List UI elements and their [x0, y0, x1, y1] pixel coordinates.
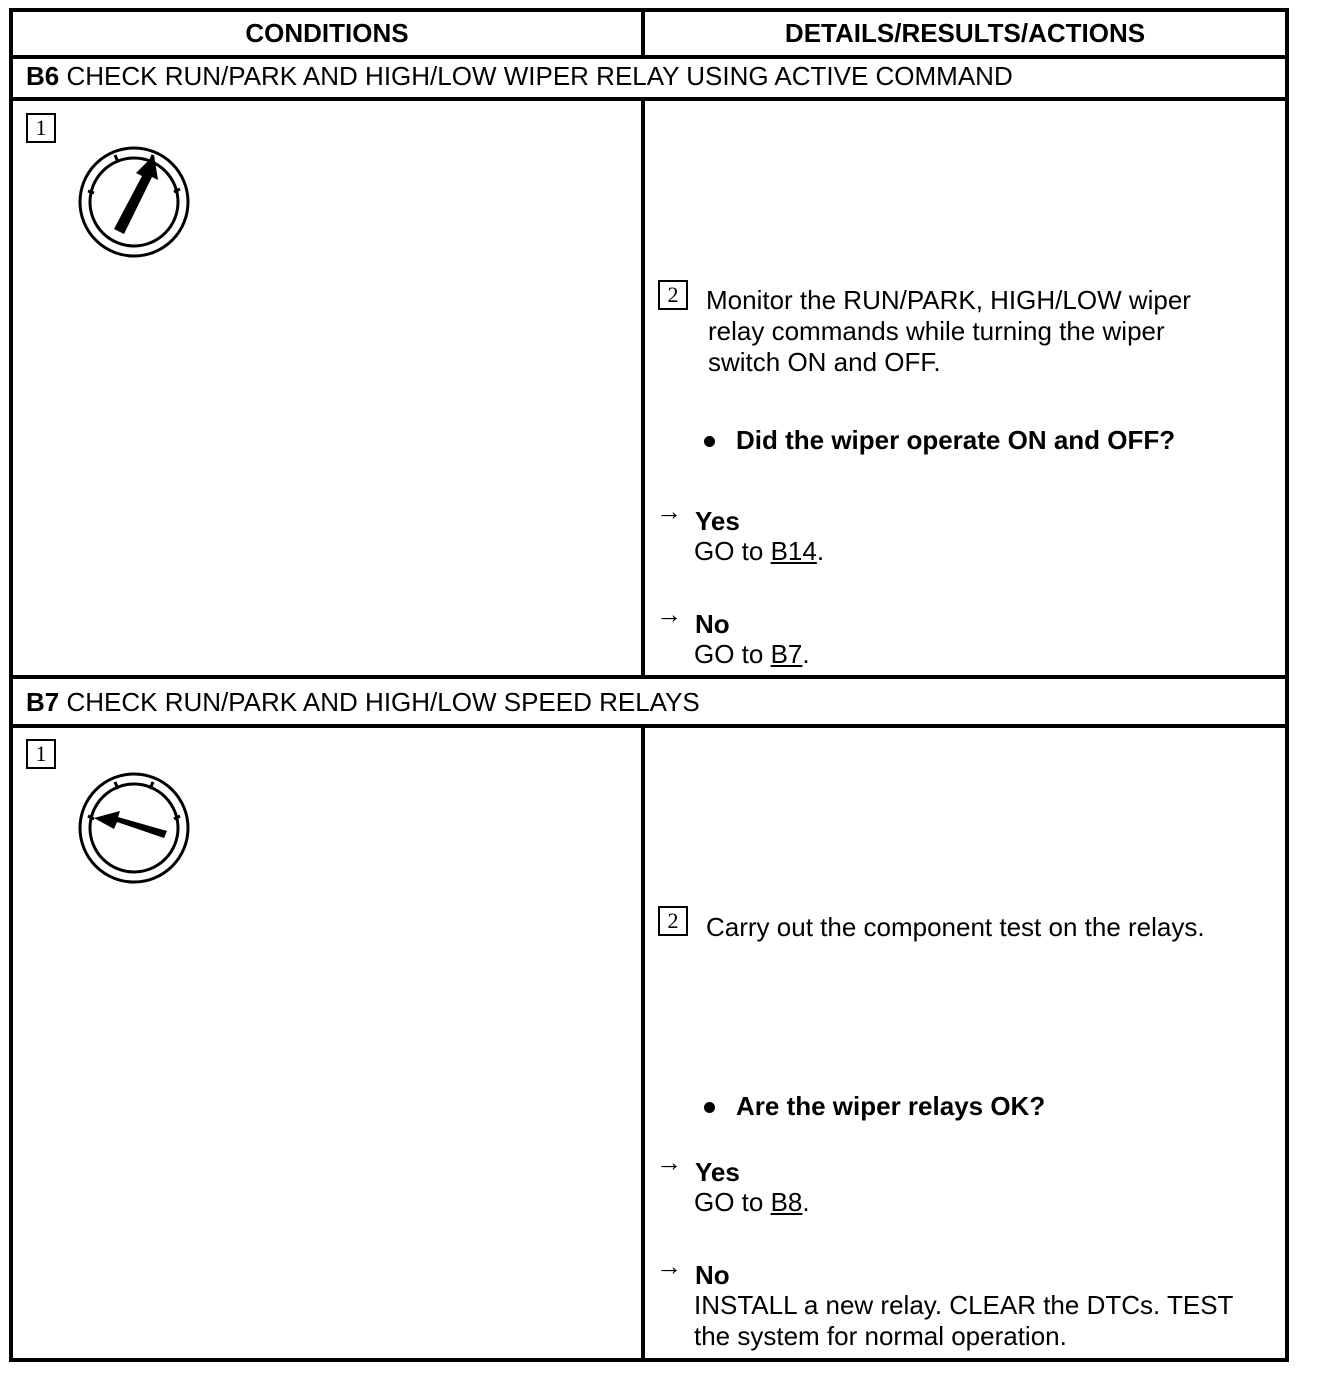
b6-question-bullet	[704, 436, 715, 447]
header-details: DETAILS/RESULTS/ACTIONS	[784, 18, 1146, 48]
b6-no-go: GO to	[694, 639, 764, 669]
header-conditions: CONDITIONS	[245, 18, 409, 48]
b6-question: Did the wiper operate ON and OFF?	[736, 425, 1176, 455]
b6-no-arrow-icon: →	[656, 599, 682, 629]
b6-section-title	[26, 61, 1013, 92]
b6-step2-line3: switch ON and OFF.	[708, 347, 941, 377]
b6-step2-line1: Monitor the RUN/PARK, HIGH/LOW wiper	[706, 285, 1191, 315]
b6-bottom-divider	[9, 675, 1289, 679]
b6-yes-label: Yes	[695, 506, 740, 536]
b7-yes-arrow-icon: →	[656, 1147, 682, 1177]
b7-yes-action	[694, 1187, 810, 1218]
b7-section-title	[26, 687, 700, 718]
b6-yes-arrow-icon: →	[656, 496, 682, 526]
b6-no-action	[694, 639, 810, 670]
b7-step2-box: 2	[658, 906, 688, 936]
b6-step2-box: 2	[658, 280, 688, 310]
b6-code: B6	[26, 61, 60, 91]
b6-yes-action	[694, 536, 824, 567]
b6-no-period: .	[802, 639, 810, 669]
b7-no-arrow-icon: →	[656, 1251, 682, 1281]
b6-yes-go: GO to	[694, 536, 764, 566]
b6-title: CHECK RUN/PARK AND HIGH/LOW WIPER RELAY USING ACTIVE COMMAND	[66, 61, 1013, 91]
b7-no-line1: INSTALL a new relay. CLEAR the DTCs. TEST	[694, 1290, 1234, 1320]
b7-step1-box: 1	[26, 739, 56, 769]
b7-no-line2: the system for normal operation.	[694, 1321, 1067, 1351]
b6-yes-period: .	[816, 536, 825, 566]
b6-step2-line2: relay commands while turning the wiper	[708, 316, 1165, 346]
table-border-bottom	[9, 1358, 1289, 1362]
b7-no-label: No	[695, 1260, 730, 1290]
b6-step1-box: 1	[26, 113, 56, 143]
b6-no-link[interactable]: B7	[770, 639, 803, 669]
b6-title-divider	[9, 97, 1289, 101]
b7-code: B7	[26, 687, 60, 717]
b7-yes-period: .	[802, 1187, 810, 1217]
b7-yes-link[interactable]: B8	[770, 1187, 803, 1217]
header-divider	[9, 55, 1289, 59]
b7-yes-label: Yes	[695, 1157, 740, 1187]
b6-no-label: No	[695, 609, 730, 639]
column-divider-b7	[641, 724, 645, 1362]
b7-question: Are the wiper relays OK?	[736, 1091, 1046, 1121]
table-border-right	[1285, 8, 1289, 1362]
ignition-switch-run-icon	[74, 141, 194, 261]
b7-yes-go: GO to	[694, 1187, 764, 1217]
b7-question-bullet	[704, 1102, 715, 1113]
b7-title-divider	[9, 724, 1289, 728]
column-divider-b6	[641, 97, 645, 679]
ignition-switch-off-icon	[74, 768, 194, 888]
b6-yes-link[interactable]: B14	[770, 536, 817, 566]
table-border-top	[9, 8, 1289, 12]
b7-title: CHECK RUN/PARK AND HIGH/LOW SPEED RELAYS	[66, 687, 700, 717]
table-border-left	[9, 8, 13, 1362]
b7-step2-text: Carry out the component test on the relays.	[706, 912, 1205, 942]
